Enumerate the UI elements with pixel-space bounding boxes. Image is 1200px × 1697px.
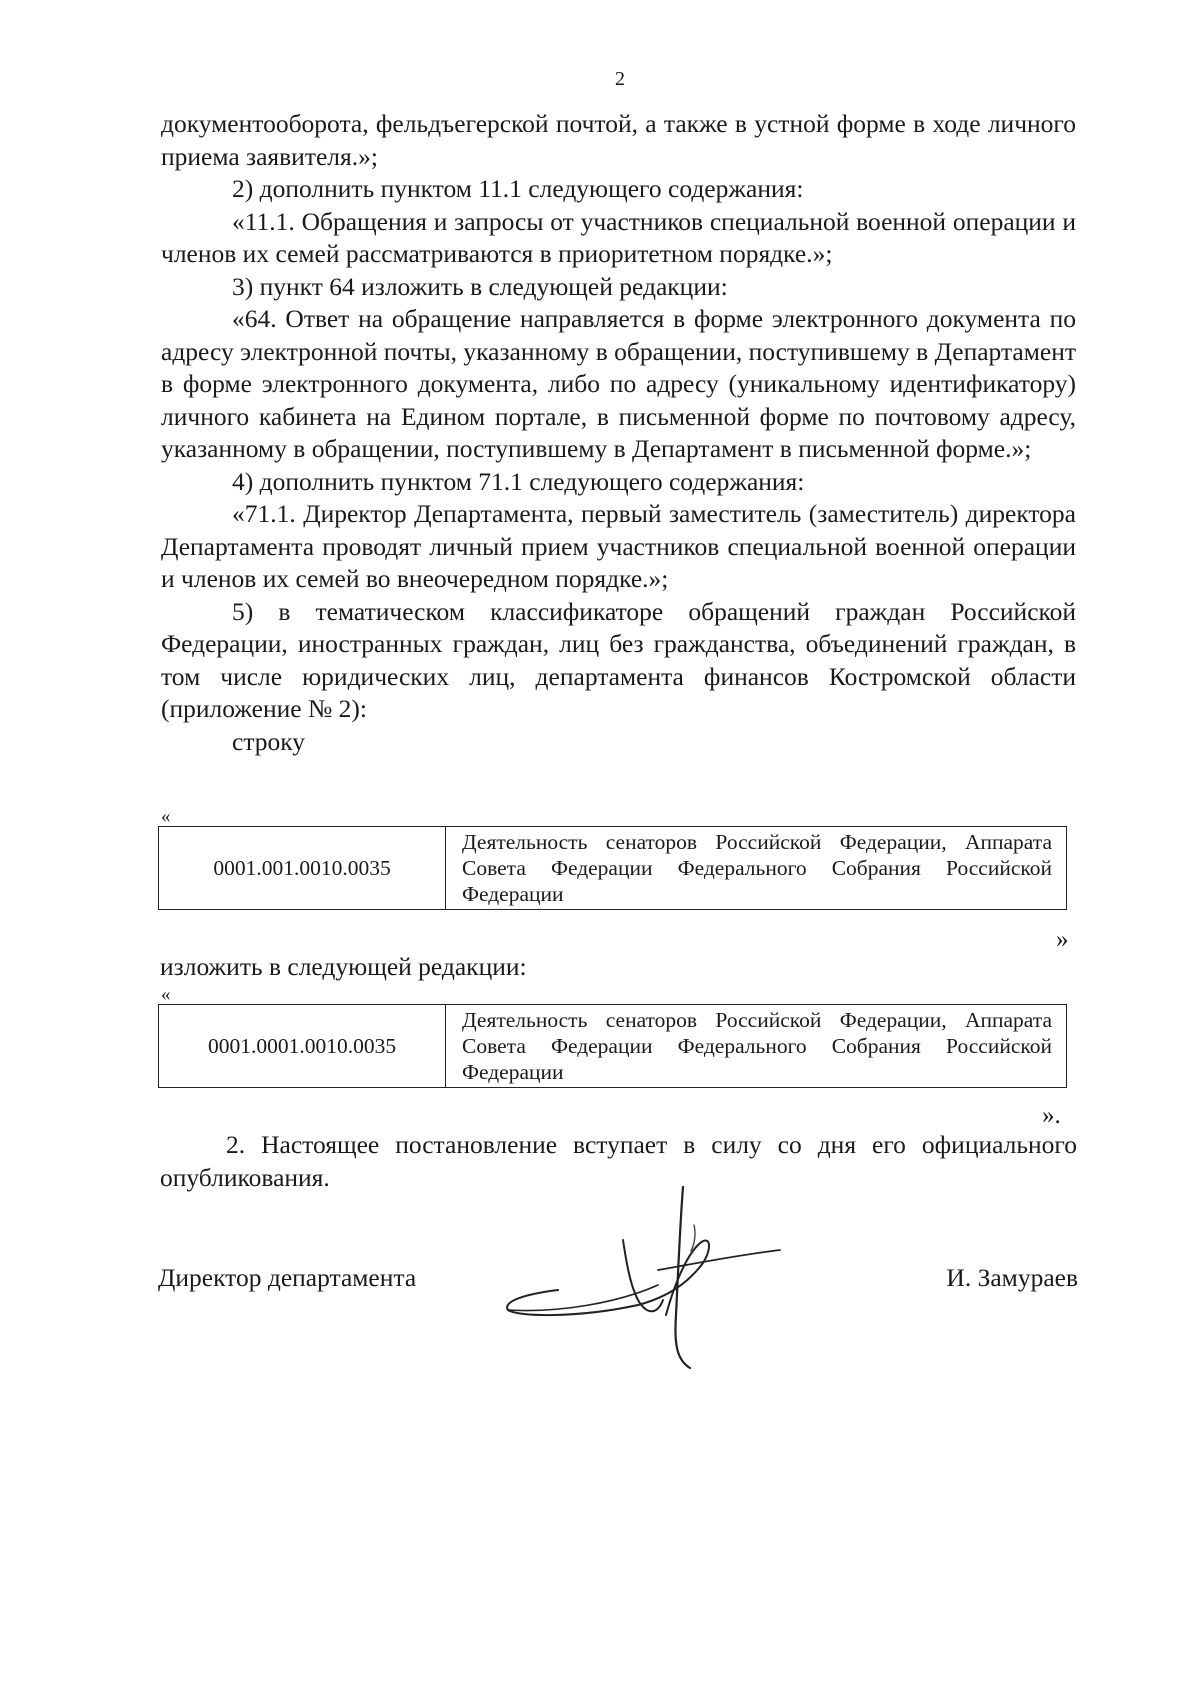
paragraph-item-2: 2) дополнить пунктом 11.1 следующего содержания:: [232, 174, 804, 203]
quote-close-first: »: [1056, 926, 1069, 953]
quote-close-second: ».: [1042, 1102, 1061, 1129]
signer-title: Директор департамента: [158, 1263, 417, 1292]
paragraph-item-4: 4) дополнить пунктом 71.1 следующего содержания:: [232, 466, 805, 496]
paragraph-item-5: 5) в тематическом классификаторе обращений граждан Российской Федерации, иностранных граждан, лиц без гражданства, объединений граждан, в том числе юридических лиц, департамента финансов Костромской области (приложение № 2):: [161, 596, 1076, 723]
old-row-description: Деятельность сенаторов Российской Федерации, Аппарата Совета Федерации Федерального Собрания Российской Федерации: [446, 827, 1067, 910]
table-row: [159, 827, 1067, 910]
handwritten-signature: [498, 1185, 788, 1370]
paragraph-clause-71-1: «71.1. Директор Департамента, первый заместитель (заместитель) директора Департамента проводят личный прием участников специальной военной операции и членов их семей во внеочередном порядке.»;: [161, 499, 1076, 593]
amendment-text: [161, 108, 1076, 758]
paragraph-clause-11-1: «11.1. Обращения и запросы от участников специальной военной операции и членов их семей рассматриваются в приоритетном порядке.»;: [161, 206, 1076, 268]
quote-open-first: «: [161, 806, 171, 827]
paragraph-continuation: документооборота, фельдъегерской почтой, а также в устной форме в ходе личного приема заявителя.»;: [161, 109, 1076, 171]
signer-name: И. Замураев: [946, 1263, 1078, 1292]
new-classifier-table: [158, 1004, 1067, 1088]
new-row-code: 0001.0001.0010.0035: [159, 1005, 446, 1088]
replace-intro: изложить в следующей редакции:: [160, 952, 527, 981]
page-number: 2: [615, 68, 625, 90]
table-row: [159, 1005, 1067, 1088]
paragraph-item-3: 3) пункт 64 изложить в следующей редакции:: [232, 271, 728, 301]
old-classifier-table: [158, 826, 1067, 910]
quote-open-second: «: [161, 984, 171, 1005]
old-row-code: 0001.001.0010.0035: [159, 827, 446, 910]
new-row-description: Деятельность сенаторов Российской Федерации, Аппарата Совета Федерации Федерального Собрания Российской Федерации: [446, 1005, 1067, 1088]
paragraph-clause-64: «64. Ответ на обращение направляется в форме электронного документа по адресу электронной почты, указанному в обращении, поступившему в Департамент в форме электронного документа, либо по адресу (уникальному идентификатору) личного кабинета на Едином портале, в письменной форме по почтовому адресу, указанному в обращении, поступившему в Департамент в письменной форме.»;: [161, 304, 1076, 463]
paragraph-row-label: строку: [232, 726, 306, 756]
clause-2: 2. Настоящее постановление вступает в силу со дня его официального опубликования.: [160, 1130, 1077, 1192]
